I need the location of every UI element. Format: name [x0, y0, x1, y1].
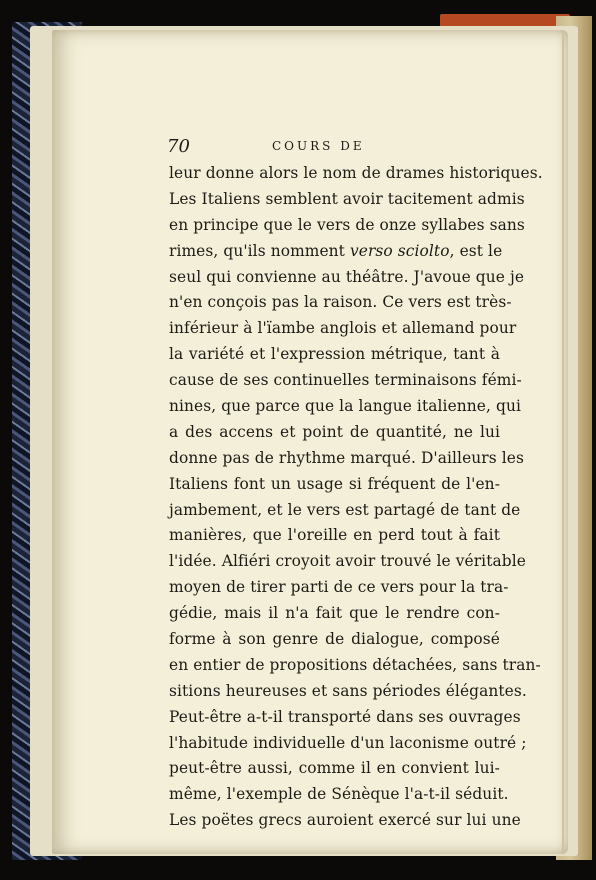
- running-head: COURS DE: [272, 139, 365, 153]
- text-line: manières, que l'oreille en perd tout à fait: [169, 526, 500, 545]
- text-line: rimes, qu'ils nomment verso sciolto, est le: [169, 241, 503, 260]
- text-line: en principe que le vers de onze syllabes sans: [169, 215, 525, 234]
- text-line: la variété et l'expression métrique, tant à: [169, 345, 500, 364]
- text-line: nines, que parce que la langue italienne, qui: [169, 397, 521, 416]
- text-line: leur donne alors le nom de drames historiques.: [169, 164, 543, 182]
- text-line: moyen de tirer parti de ce vers pour la tra-: [169, 578, 509, 597]
- text-line: même, l'exemple de Sénèque l'a-t-il séduit.: [169, 785, 509, 804]
- text-line: seul qui convienne au théâtre. J'avoue que je: [169, 267, 525, 286]
- text-line: donne pas de rhythme marqué. D'ailleurs les: [169, 448, 524, 467]
- text-line: gédie, mais il n'a fait que le rendre con-: [169, 604, 500, 623]
- text-line: n'en conçois pas la raison. Ce vers est très-: [169, 293, 512, 312]
- text-line: Les Italiens semblent avoir tacitement admis: [169, 189, 525, 208]
- text-line: l'idée. Alfiéri croyoit avoir trouvé le véritable: [169, 552, 526, 571]
- text-line: a des accens et point de quantité, ne lui: [169, 422, 500, 441]
- text-line: inférieur à l'ïambe anglois et allemand pour: [169, 319, 517, 338]
- page-number: 70: [167, 136, 190, 157]
- body-text: [169, 161, 543, 834]
- text-line: cause de ses continuelles terminaisons fémi-: [169, 371, 522, 390]
- text-line: sitions heureuses et sans périodes élégantes.: [169, 681, 527, 700]
- text-line: Les poëtes grecs auroient exercé sur lui une: [169, 811, 521, 830]
- text-line: peut-être aussi, comme il en convient lui-: [169, 759, 500, 778]
- text-line: forme à son genre de dialogue, composé: [169, 630, 500, 649]
- text-line: jambement, et le vers est partagé de tant de: [169, 500, 521, 519]
- text-line: l'habitude individuelle d'un laconisme outré ;: [169, 733, 527, 752]
- text-line: Peut-être a-t-il transporté dans ses ouvrages: [169, 707, 521, 726]
- text-line: Italiens font un usage si fréquent de l'en-: [169, 474, 500, 493]
- page-fold-line: [562, 30, 564, 854]
- text-line: en entier de propositions détachées, sans tran-: [169, 655, 541, 674]
- page-header: [167, 136, 487, 160]
